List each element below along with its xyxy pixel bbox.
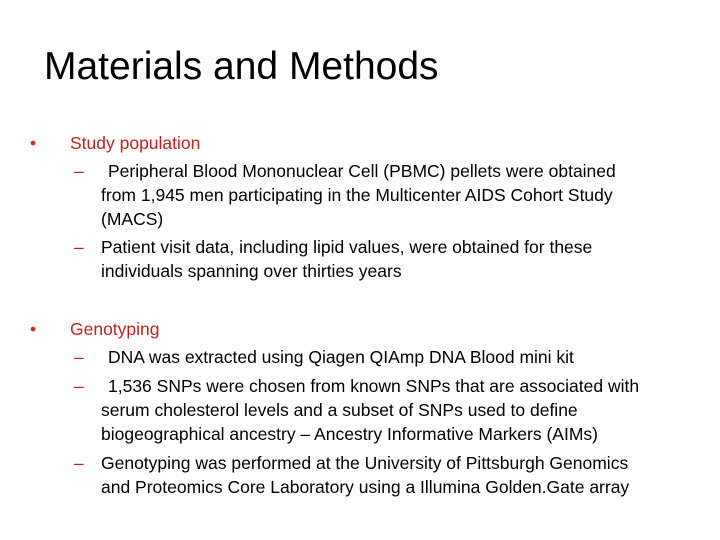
sub-item-text	[101, 374, 694, 446]
dash-icon: –	[74, 237, 84, 257]
sub-item-genotyping-site	[74, 451, 694, 499]
bullet-study-population	[30, 131, 670, 155]
text-line: Peripheral Blood Mononuclear Cell (PBMC) pellets were obtained	[108, 161, 616, 181]
sub-item-text	[108, 345, 694, 369]
text-line: from 1,945 men participating in the Multicenter AIDS Cohort Study	[101, 185, 613, 205]
text-line: serum cholesterol levels and a subset of SNPs used to define	[101, 400, 578, 420]
text-line: Genotyping was performed at the University of Pittsburgh Genomics	[101, 453, 629, 473]
text-line: DNA was extracted using Qiagen QIAmp DNA Blood mini kit	[108, 347, 574, 367]
text-line: individuals spanning over thirties years	[101, 261, 402, 281]
bullet-icon: •	[30, 319, 37, 339]
dash-icon: –	[74, 453, 84, 473]
text-line: Patient visit data, including lipid values, were obtained for these	[101, 237, 593, 257]
sub-item-text	[101, 159, 694, 231]
sub-item-snps	[74, 374, 694, 446]
dash-icon: –	[74, 347, 84, 367]
text-line: (MACS)	[101, 209, 164, 229]
dash-icon: –	[74, 161, 84, 181]
sub-item-dna	[74, 345, 694, 369]
text-line: and Proteomics Core Laboratory using a Illumina Golden.Gate array	[101, 477, 630, 497]
bullet-genotyping	[30, 317, 670, 341]
bullet-label: Study population	[70, 133, 201, 153]
sub-item-text	[101, 235, 694, 283]
sub-item-text	[101, 451, 694, 499]
slide-title: Materials and Methods	[44, 45, 439, 88]
dash-icon: –	[74, 376, 84, 396]
text-line: biogeographical ancestry – Ancestry Informative Markers (AIMs)	[101, 424, 598, 444]
sub-item-pbmc	[74, 159, 694, 231]
sub-item-patient-visit	[74, 235, 694, 283]
text-line: 1,536 SNPs were chosen from known SNPs that are associated with	[108, 376, 640, 396]
bullet-label: Genotyping	[70, 319, 160, 339]
bullet-icon: •	[30, 133, 37, 153]
